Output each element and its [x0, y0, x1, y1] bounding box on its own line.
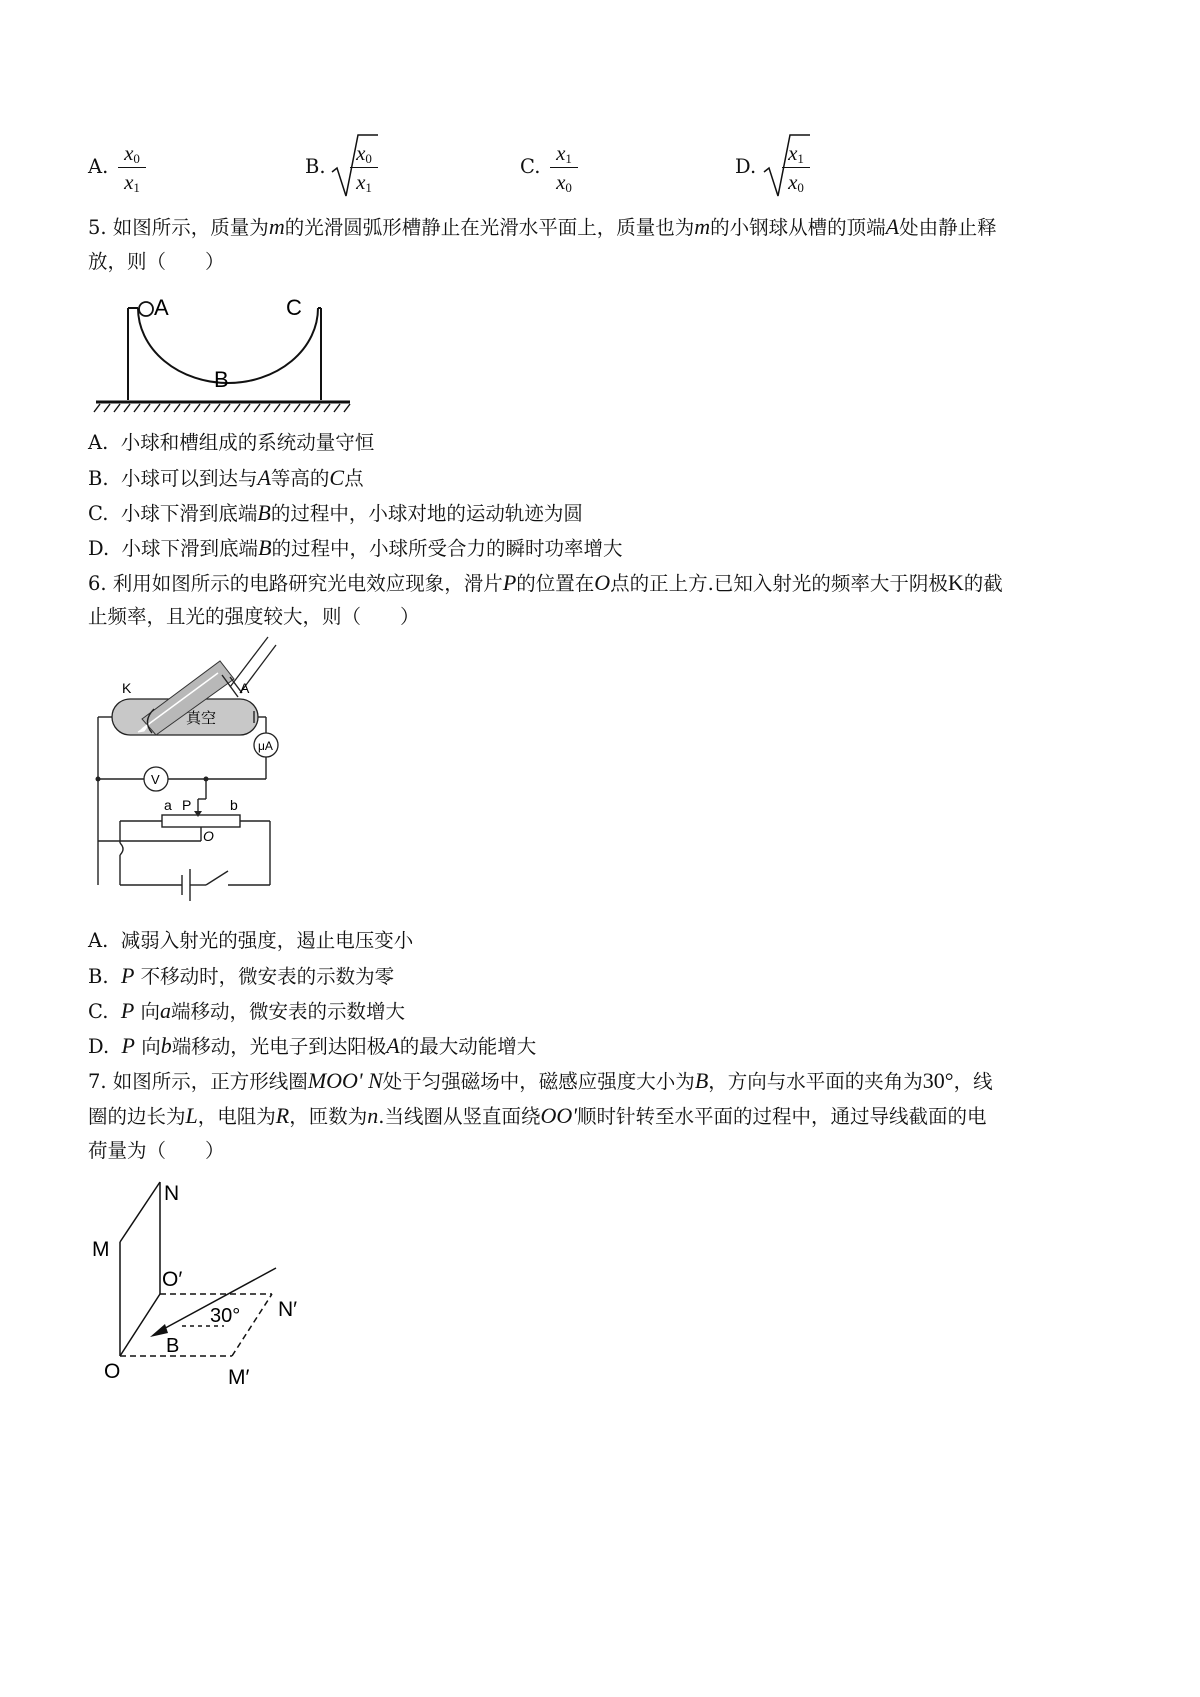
- q6-option-b: B. P 不移动时，微安表的示数为零: [88, 963, 395, 988]
- q7-coil-diagram: [90, 1170, 350, 1390]
- q5-stem-line-2: 放，则（ ）: [88, 250, 225, 273]
- q5-option-a: A. 小球和槽组成的系统动量守恒: [88, 431, 375, 454]
- label-b-end: b: [230, 797, 238, 813]
- q6-stem-line-2: 止频率，且光的强度较大，则（ ）: [88, 605, 420, 628]
- q4-option-a-fraction: $x_0$ $x_1$: [118, 140, 146, 195]
- q6-option-a: A. 减弱入射光的强度，遏止电压变小: [88, 929, 414, 952]
- option-label: C.: [520, 155, 541, 178]
- option-label: B.: [305, 155, 326, 178]
- q4-option-b-fraction: $x_0$ $x_1$: [350, 140, 378, 195]
- q4-option-c-fraction: $x_1$ $x_0$: [550, 140, 578, 195]
- q4-option-d-fraction: $x_1$ $x_0$: [782, 140, 810, 195]
- q5-option-c: C. 小球下滑到底端B的过程中，小球对地的运动轨迹为圆: [88, 500, 583, 525]
- label-o: O: [104, 1360, 121, 1383]
- option-label: A.: [88, 155, 109, 178]
- label-k: K: [122, 680, 132, 696]
- option-label: D.: [735, 155, 757, 178]
- label-n-prime: N′: [278, 1298, 298, 1321]
- label-n: N: [164, 1182, 180, 1205]
- label-angle-30: 30°: [210, 1305, 241, 1327]
- label-c: C: [286, 295, 302, 320]
- q7-stem-line-2: 圈的边长为L，电阻为R，匝数为n.当线圈从竖直面绕OO'顺时针转至水平面的过程中，通过导线截面的电: [88, 1103, 987, 1128]
- label-p: P: [182, 797, 192, 813]
- q5-trough-diagram: [90, 290, 360, 420]
- label-m: M: [92, 1238, 110, 1261]
- q6-option-c: C. P 向a端移动，微安表的示数增大: [88, 998, 406, 1023]
- q6-option-d: D. P 向b端移动，光电子到达阳极A的最大动能增大: [88, 1033, 537, 1058]
- label-o: O: [203, 828, 214, 844]
- q5-stem-line-1: 5. 如图所示，质量为m的光滑圆弧形槽静止在光滑水平面上，质量也为m的小钢球从槽的顶端A处由静止释: [88, 214, 997, 239]
- label-m-prime: M′: [228, 1366, 250, 1389]
- q5-option-b: B. 小球可以到达与A等高的C点: [88, 465, 364, 490]
- label-o-prime: O′: [162, 1268, 183, 1291]
- label-microammeter: μA: [258, 739, 273, 753]
- q6-stem-line-1: 6. 利用如图所示的电路研究光电效应现象，滑片P的位置在O点的正上方.已知入射光的频率大于阴极K的截: [88, 570, 1003, 595]
- label-b: B: [214, 367, 229, 392]
- label-voltmeter: V: [151, 772, 160, 787]
- q5-option-d: D. 小球下滑到底端B的过程中，小球所受合力的瞬时功率增大: [88, 535, 623, 560]
- label-b: B: [166, 1335, 180, 1357]
- q7-stem-line-1: 7. 如图所示，正方形线圈MOO' N处于匀强磁场中，磁感应强度大小为B，方向与水平面的夹角为30°，线: [88, 1068, 993, 1093]
- label-a: A: [154, 295, 169, 320]
- label-vacuum: 真空: [186, 710, 217, 727]
- steel-ball-icon: [139, 302, 153, 316]
- label-anode-a: A: [240, 680, 250, 696]
- label-a-end: a: [164, 797, 172, 813]
- q6-photoelectric-circuit-diagram: [90, 635, 310, 915]
- q7-stem-line-3: 荷量为（ ）: [88, 1139, 225, 1162]
